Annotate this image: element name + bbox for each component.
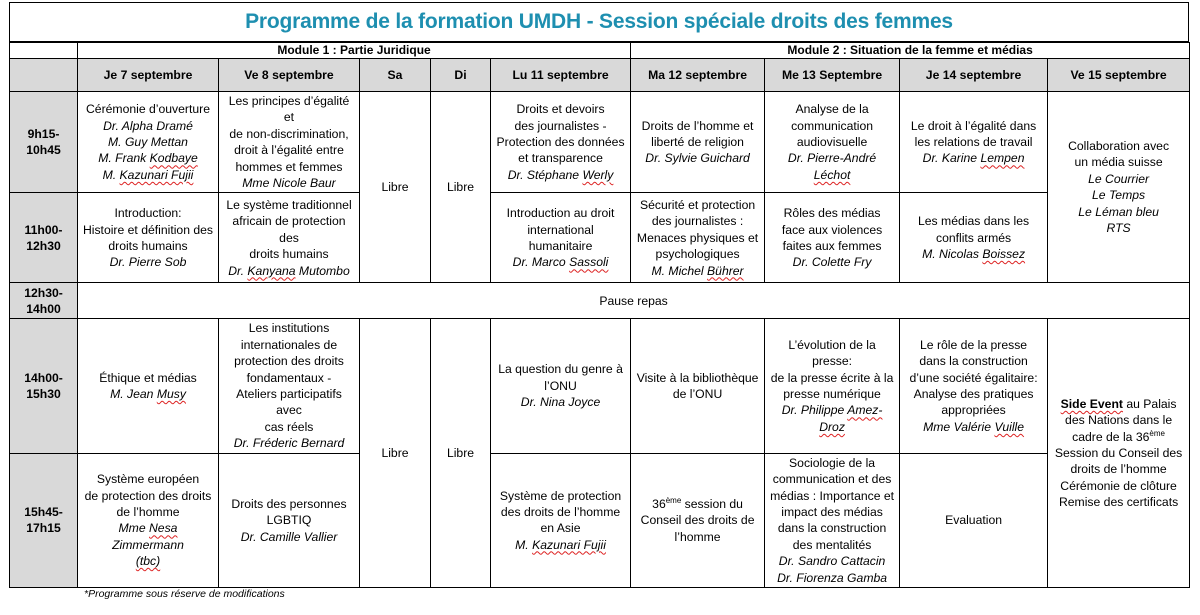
schedule-table bbox=[9, 42, 1190, 588]
lunch-break-cell: Pause repas bbox=[78, 283, 1190, 319]
time-cell: 11h00- 12h30 bbox=[10, 193, 78, 283]
day-header: Di bbox=[431, 59, 491, 92]
day-header: Lu 11 septembre bbox=[491, 59, 631, 92]
time-cell: 12h30- 14h00 bbox=[10, 283, 78, 319]
corner-cell-2 bbox=[10, 59, 78, 92]
session-cell: Droits et devoirs des journalistes - Protection des données et transparence Dr. Stéphane Werly bbox=[491, 92, 631, 193]
day-header-row bbox=[10, 59, 1190, 92]
free-cell: Libre bbox=[431, 319, 491, 588]
session-cell: Éthique et médias M. Jean Musy bbox=[78, 319, 219, 453]
session-cell: Les principes d’égalité et de non-discrimination, droit à l’égalité entre hommes et femmes Mme Nicole Baur bbox=[219, 92, 360, 193]
module-row bbox=[10, 43, 1190, 59]
day-header: Me 13 Septembre bbox=[765, 59, 900, 92]
session-cell: Cérémonie d’ouverture Dr. Alpha Dramé M. Guy Mettan M. Frank Kodbaye M. Kazunari Fujii bbox=[78, 92, 219, 193]
time-slot-row bbox=[10, 283, 1190, 319]
free-cell: Libre bbox=[431, 92, 491, 283]
session-cell: Side Event au Palais des Nations dans le cadre de la 36ème Session du Conseil des droits de l’homme Cérémonie de clôture Remise des certificats bbox=[1048, 319, 1190, 588]
session-cell: Le rôle de la presse dans la construction d’une société égalitaire: Analyse des pratiques appropriées Mme Valérie Vuille bbox=[900, 319, 1048, 453]
session-cell: Analyse de la communication audiovisuelle Dr. Pierre-André Léchot bbox=[765, 92, 900, 193]
day-header: Sa bbox=[360, 59, 431, 92]
module-2-header: Module 2 : Situation de la femme et médias bbox=[631, 43, 1190, 59]
time-slot-row bbox=[10, 92, 1190, 193]
session-cell: Rôles des médias face aux violences faites aux femmes Dr. Colette Fry bbox=[765, 193, 900, 283]
session-cell: Droits des personnes LGBTIQ Dr. Camille Vallier bbox=[219, 453, 360, 587]
time-cell: 15h45- 17h15 bbox=[10, 453, 78, 587]
session-cell: Le système traditionnel africain de protection des droits humains Dr. Kanyana Mutombo bbox=[219, 193, 360, 283]
free-cell: Libre bbox=[360, 319, 431, 588]
day-header: Ma 12 septembre bbox=[631, 59, 765, 92]
session-cell: Sociologie de la communication et des médias : Importance et impact des médias dans la construction des mentalités Dr. Sandro Cattacin Dr. Fiorenza Gamba bbox=[765, 453, 900, 587]
side-event-label: Side Event bbox=[1060, 396, 1123, 411]
module-1-header: Module 1 : Partie Juridique bbox=[78, 43, 631, 59]
footnote: *Programme sous réserve de modifications bbox=[84, 588, 285, 600]
session-cell: Introduction au droit international humanitaire Dr. Marco Sassoli bbox=[491, 193, 631, 283]
time-slot-row bbox=[10, 319, 1190, 453]
session-cell: 36ème session du Conseil des droits de l’homme bbox=[631, 453, 765, 587]
day-header: Ve 8 septembre bbox=[219, 59, 360, 92]
day-header: Je 14 septembre bbox=[900, 59, 1048, 92]
day-header: Je 7 septembre bbox=[78, 59, 219, 92]
session-cell: Système européen de protection des droits de l’homme Mme Nesa Zimmermann (tbc) bbox=[78, 453, 219, 587]
session-cell: Système de protection des droits de l’homme en Asie M. Kazunari Fujii bbox=[491, 453, 631, 587]
session-cell: Sécurité et protection des journalistes : Menaces physiques et psychologiques M. Michel Bührer bbox=[631, 193, 765, 283]
session-cell: Les institutions internationales de protection des droits fondamentaux - Ateliers participatifs avec cas réels Dr. Fréderic Bernard bbox=[219, 319, 360, 453]
session-cell: Introduction: Histoire et définition des droits humains Dr. Pierre Sob bbox=[78, 193, 219, 283]
time-cell: 9h15- 10h45 bbox=[10, 92, 78, 193]
time-slot-row bbox=[10, 453, 1190, 587]
session-cell: Les médias dans les conflits armés M. Nicolas Boissez bbox=[900, 193, 1048, 283]
corner-cell bbox=[10, 43, 78, 59]
session-cell: Collaboration avec un média suisse Le Courrier Le Temps Le Léman bleu RTS bbox=[1048, 92, 1190, 283]
session-cell: Le droit à l’égalité dans les relations de travail Dr. Karine Lempen bbox=[900, 92, 1048, 193]
time-slot-row bbox=[10, 193, 1190, 283]
session-cell: La question du genre à l’ONU Dr. Nina Joyce bbox=[491, 319, 631, 453]
session-cell: Visite à la bibliothèque de l’ONU bbox=[631, 319, 765, 453]
free-cell: Libre bbox=[360, 92, 431, 283]
day-header: Ve 15 septembre bbox=[1048, 59, 1190, 92]
session-cell: Droits de l’homme et liberté de religion Dr. Sylvie Guichard bbox=[631, 92, 765, 193]
page-title: Programme de la formation UMDH - Session spéciale droits des femmes bbox=[245, 10, 953, 33]
title-bar bbox=[9, 2, 1189, 42]
time-cell: 14h00- 15h30 bbox=[10, 319, 78, 453]
session-cell: L’évolution de la presse: de la presse écrite à la presse numérique Dr. Philippe Amez- Droz bbox=[765, 319, 900, 453]
session-cell: Evaluation bbox=[900, 453, 1048, 587]
